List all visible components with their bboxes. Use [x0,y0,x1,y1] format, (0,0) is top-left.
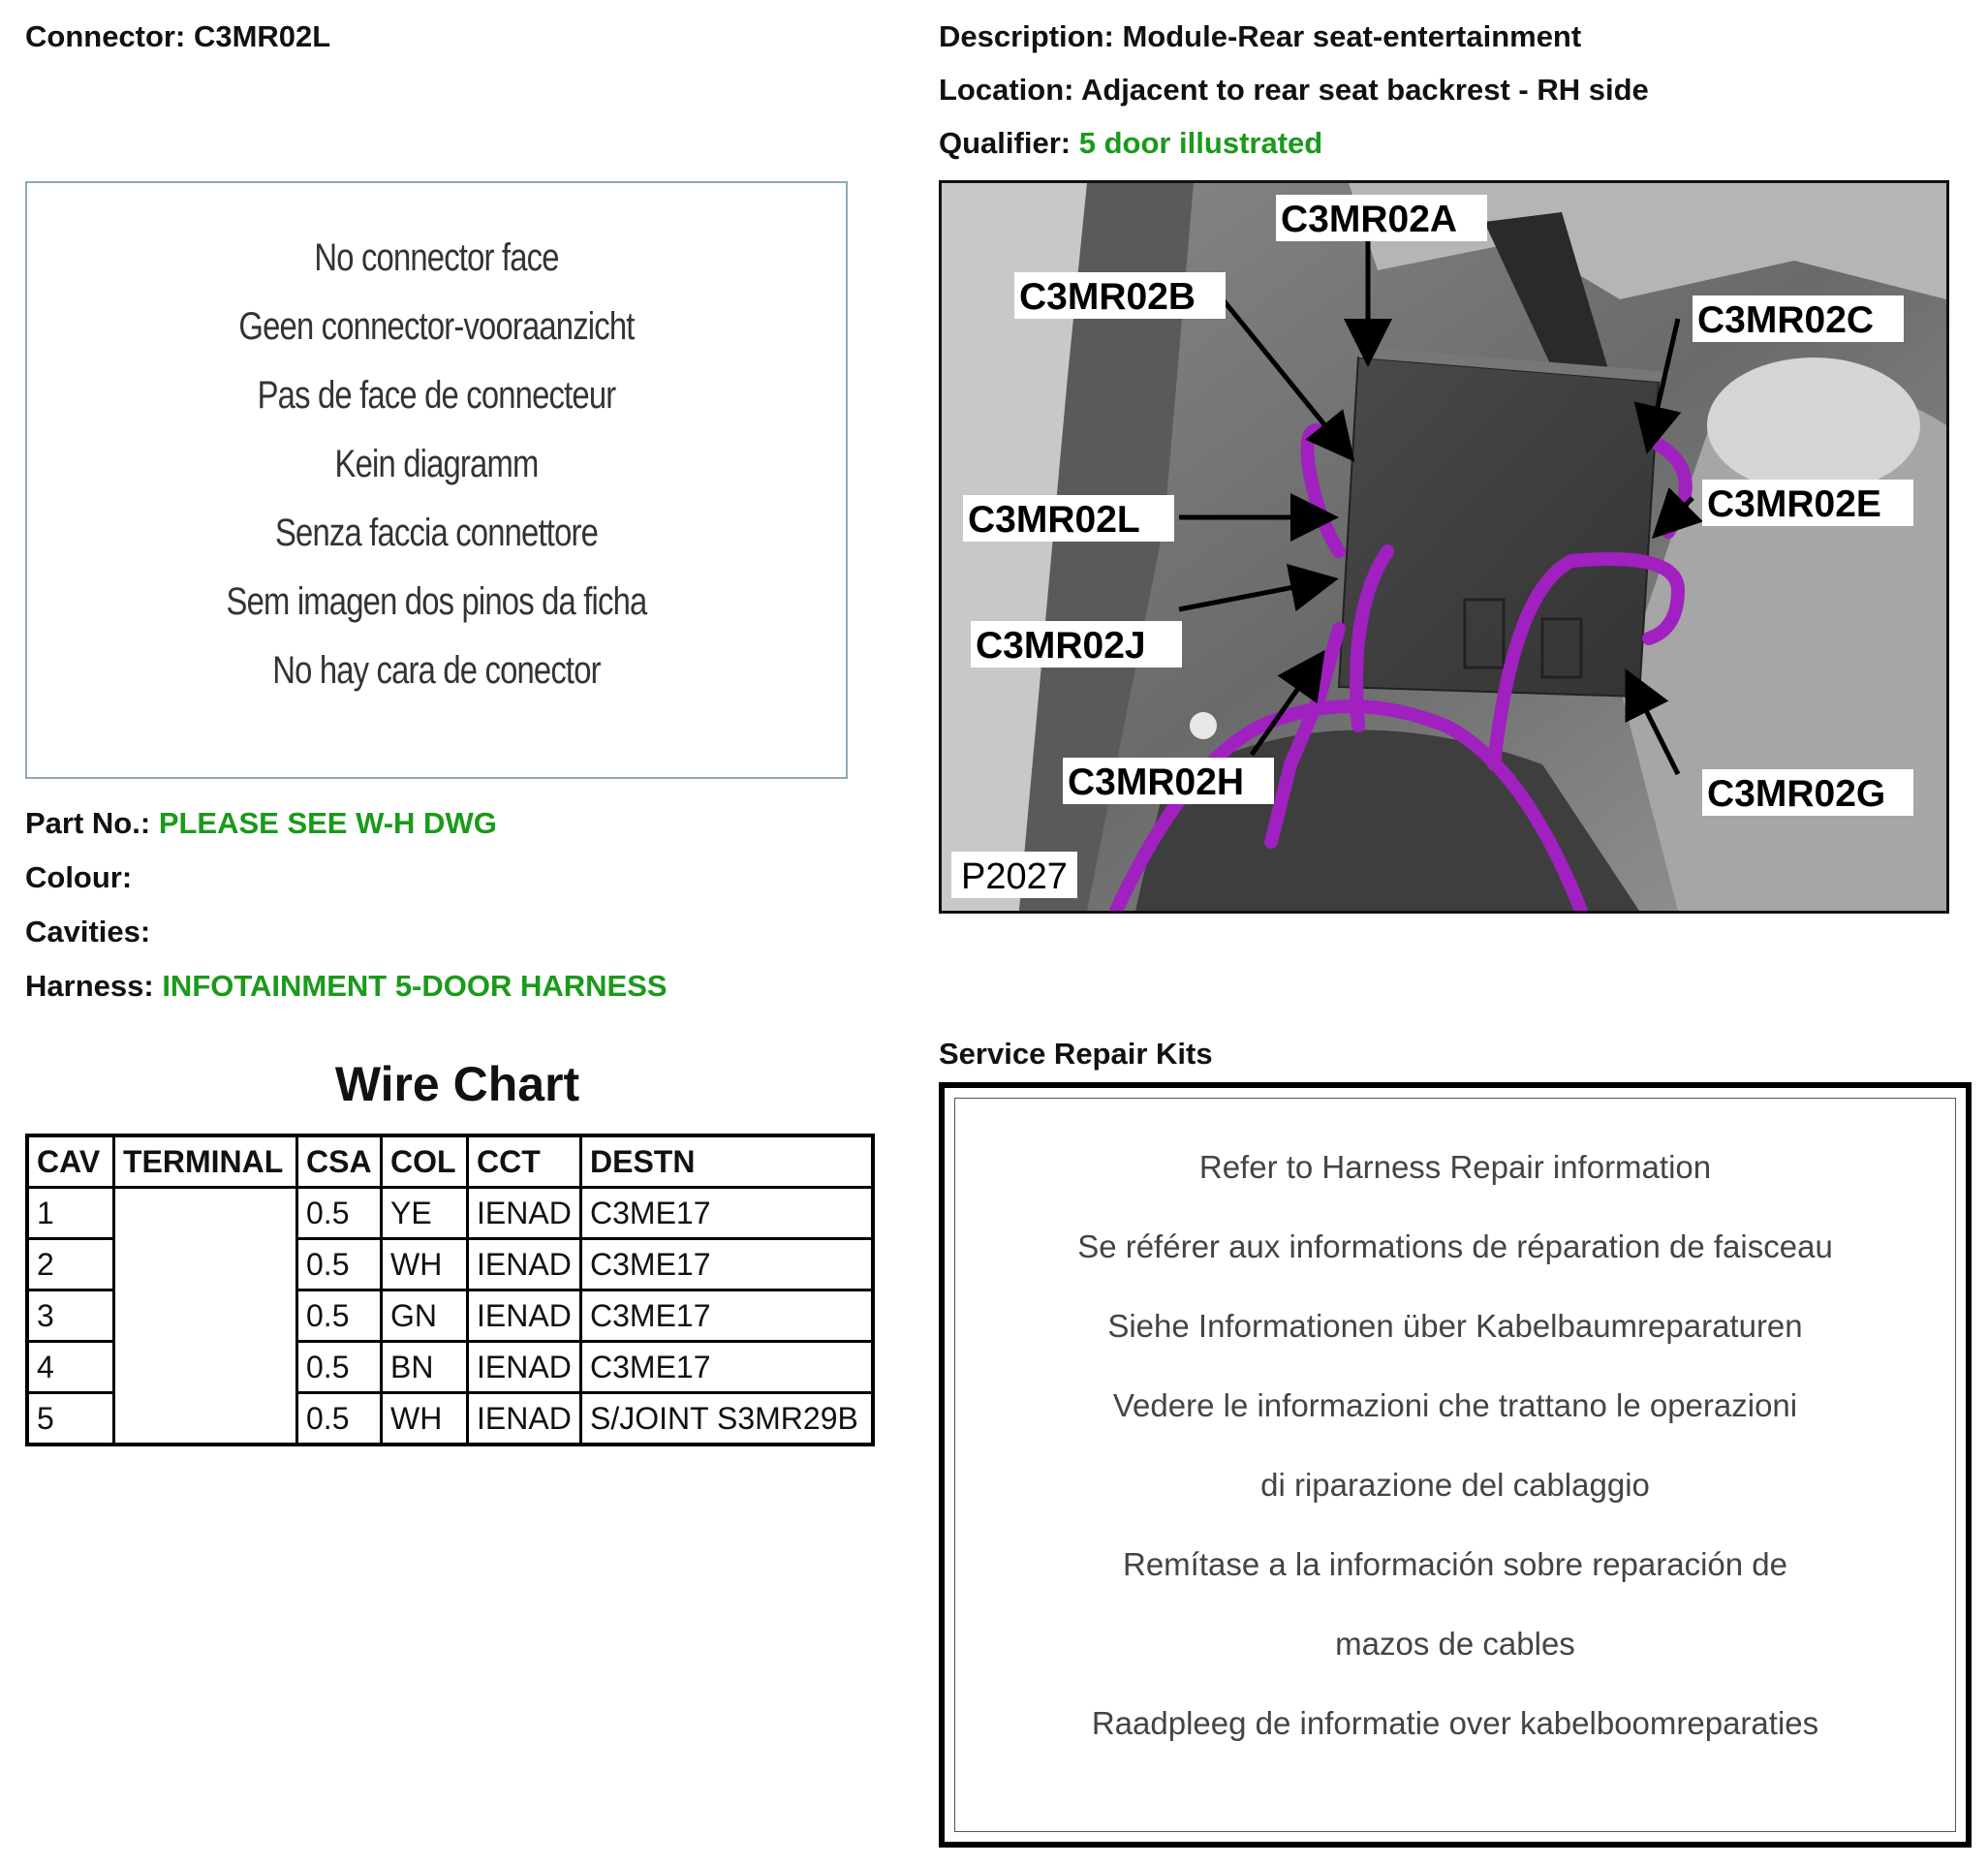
callout-label-e: C3MR02E [1707,483,1881,525]
cell-csa: 0.5 [297,1239,382,1290]
strut-mount [1707,357,1920,493]
face-line: Sem imagen dos pinos da ficha [226,580,647,623]
header-cav: CAV [27,1135,114,1188]
callout-label-h: C3MR02H [1068,762,1245,803]
face-line: Pas de face de connecteur [257,374,616,417]
cell-cct: IENAD [468,1239,581,1290]
wire-chart-table [25,1134,875,1446]
face-line: Senza faccia connettore [274,512,599,554]
kits-line: Vedere le informazioni che trattano le operazioni [1112,1387,1798,1423]
kits-line: Siehe Informationen über Kabelbaumreparaturen [1107,1308,1803,1344]
cell-cct: IENAD [468,1290,581,1342]
kits-line: Refer to Harness Repair information [1198,1149,1712,1185]
kits-line: Remítase a la información sobre reparación de [1122,1546,1788,1582]
cavities-line [25,915,150,949]
face-line: No connector face [314,236,559,279]
cell-cct: IENAD [468,1342,581,1393]
header-col: COL [382,1135,468,1188]
cell-col: WH [382,1393,468,1445]
location-photo [939,180,1949,914]
header-csa: CSA [297,1135,382,1188]
face-line: No hay cara de conector [272,649,601,692]
cell-csa: 0.5 [297,1188,382,1239]
qualifier-line [939,126,1322,161]
harness-label: Harness: [25,969,154,1003]
kits-box [939,1082,1972,1848]
cell-cav: 2 [27,1239,114,1290]
cell-destn: C3ME17 [581,1290,874,1342]
callout-label-l: C3MR02L [968,499,1140,541]
cell-destn: C3ME17 [581,1342,874,1393]
colour-label: Colour: [25,860,133,894]
cell-destn: C3ME17 [581,1188,874,1239]
connector-value: C3MR02L [193,19,331,53]
qualifier-label: Qualifier: [939,126,1072,160]
qualifier-value: 5 door illustrated [1078,126,1323,160]
cell-cct: IENAD [468,1188,581,1239]
table-header-row [27,1135,873,1188]
description-label: Description: [939,19,1114,53]
connector-label: Connector: [25,19,186,53]
clip [1190,712,1217,739]
location-illustration [942,183,1946,911]
cell-terminal [114,1188,297,1445]
face-line: Kein diagramm [334,443,539,485]
kits-inner-box [954,1098,1956,1832]
harness-line [25,969,668,1004]
cell-csa: 0.5 [297,1342,382,1393]
callout-label-c: C3MR02C [1697,299,1875,341]
colour-line [25,860,132,895]
kits-line: mazos de cables [1335,1626,1575,1662]
cell-col: GN [382,1290,468,1342]
cell-csa: 0.5 [297,1393,382,1445]
cell-cav: 4 [27,1342,114,1393]
part-line [25,806,497,841]
rse-module [1339,357,1659,697]
cell-destn: C3ME17 [581,1239,874,1290]
cell-cav: 3 [27,1290,114,1342]
wire-chart-title: Wire Chart [334,1057,580,1111]
part-value: PLEASE SEE W-H DWG [158,806,497,840]
location-line [939,73,1649,108]
cell-col: WH [382,1239,468,1290]
cell-col: YE [382,1188,468,1239]
table-row [27,1188,873,1239]
cell-col: BN [382,1342,468,1393]
connector-face-box [25,181,848,779]
cell-destn: S/JOINT S3MR29B [581,1393,874,1445]
description-value: Module-Rear seat-entertainment [1122,19,1582,53]
cell-cct: IENAD [468,1393,581,1445]
connector-line [25,19,330,54]
cell-cav: 5 [27,1393,114,1445]
kits-title: Service Repair Kits [939,1037,1213,1071]
cell-cav: 1 [27,1188,114,1239]
callout-label-g: C3MR02G [1707,773,1886,815]
photo-ref: P2027 [961,856,1068,897]
callout-label-j: C3MR02J [976,625,1146,667]
harness-value: INFOTAINMENT 5-DOOR HARNESS [162,969,668,1003]
kits-line: Se référer aux informations de réparation de faisceau [1077,1228,1833,1264]
cell-csa: 0.5 [297,1290,382,1342]
location-label: Location: [939,73,1074,107]
kits-line: Raadpleeg de informatie over kabelboomreparaties [1091,1705,1819,1741]
kits-line: di riparazione del cablaggio [1260,1467,1650,1503]
location-value: Adjacent to rear seat backrest - RH side [1080,73,1649,107]
header-destn: DESTN [581,1135,874,1188]
part-label: Part No.: [25,806,151,840]
header-cct: CCT [468,1135,581,1188]
header-terminal: TERMINAL [114,1135,297,1188]
callout-label-b: C3MR02B [1019,276,1196,318]
description-line [939,19,1581,54]
face-line: Geen connector-vooraanzicht [238,305,635,348]
callout-label-a: C3MR02A [1281,199,1458,240]
cavities-label: Cavities: [25,915,151,948]
